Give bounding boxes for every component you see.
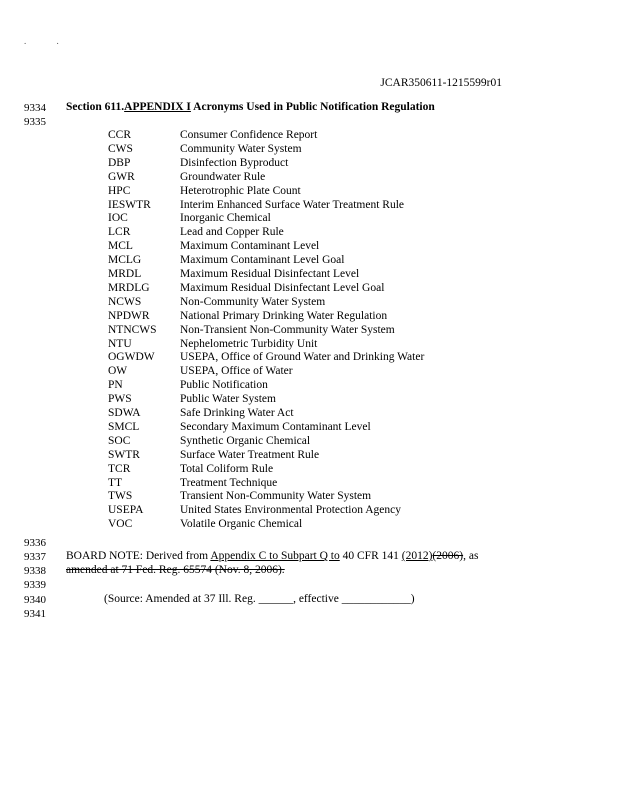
acronym-definition: Public Notification <box>180 379 268 392</box>
acronym-abbr: VOC <box>108 518 133 531</box>
acronym-abbr: NPDWR <box>108 309 150 322</box>
board-note <box>66 550 478 562</box>
acronym-abbr: MRDLG <box>108 281 150 294</box>
deleted-text: amended at 71 Fed. Reg. 65574 (Nov. 8, 2006). <box>66 564 285 576</box>
acronym-definition: Disinfection Byproduct <box>180 156 289 169</box>
acronym-abbr: TCR <box>108 462 131 475</box>
inserted-text: Appendix C to Subpart Q to <box>210 550 340 562</box>
acronym-abbr: MCL <box>108 240 133 253</box>
acronym-abbr: SWTR <box>108 448 140 461</box>
acronym-abbr: CCR <box>108 129 132 141</box>
acronym-definition: Inorganic Chemical <box>180 212 271 225</box>
acronym-definition: Consumer Confidence Report <box>180 129 318 141</box>
acronym-abbr: LCR <box>108 226 131 239</box>
acronym-abbr: HPC <box>108 184 131 197</box>
acronym-definition: Volatile Organic Chemical <box>180 518 303 531</box>
board-note-mid: 40 CFR 141 <box>339 550 402 562</box>
board-note-lead: BOARD NOTE: Derived from <box>66 550 211 562</box>
scan-marks: . . <box>24 36 73 46</box>
acronym-definition: National Primary Drinking Water Regulation <box>180 309 388 322</box>
acronym-abbr: NTNCWS <box>108 323 157 336</box>
acronym-definition: Interim Enhanced Surface Water Treatment Rule <box>180 198 404 211</box>
acronym-abbr: OGWDW <box>108 351 155 364</box>
section-number: Section 611. <box>66 101 125 113</box>
appendix-name: Acronyms Used in Public Notification Regulation <box>193 101 435 113</box>
acronym-abbr: PWS <box>108 393 132 406</box>
acronym-definition: Treatment Technique <box>180 476 278 489</box>
acronym-abbr: NCWS <box>108 295 142 308</box>
line-number: 9340 <box>24 594 46 606</box>
acronym-abbr: SOC <box>108 434 131 447</box>
acronym-abbr: PN <box>108 379 123 392</box>
line-number: 9334 <box>24 102 46 114</box>
acronym-definition: Transient Non-Community Water System <box>180 490 372 503</box>
inserted-text: (2012) <box>401 550 433 562</box>
acronym-abbr: IESWTR <box>108 198 151 211</box>
acronym-abbr: NTU <box>108 337 132 350</box>
appendix-label: APPENDIX I <box>124 101 191 113</box>
source-note: (Source: Amended at 37 Ill. Reg. ______, effective ____________) <box>104 593 415 605</box>
acronym-definition: Maximum Contaminant Level <box>180 240 320 253</box>
line-number: 9335 <box>24 116 46 128</box>
acronym-definition: Groundwater Rule <box>180 170 266 183</box>
acronym-definition: Non-Community Water System <box>180 295 326 308</box>
document-id: JCAR350611-1215599r01 <box>380 77 502 89</box>
line-number: 9337 <box>24 551 46 563</box>
board-note-tail: , as <box>463 550 479 562</box>
acronym-abbr: MRDL <box>108 268 142 280</box>
acronym-definition: Total Coliform Rule <box>180 462 274 475</box>
acronym-definition: Heterotrophic Plate Count <box>180 184 301 197</box>
acronym-definition: Surface Water Treatment Rule <box>180 448 320 461</box>
acronym-abbr: CWS <box>108 142 133 155</box>
acronym-definition: Safe Drinking Water Act <box>180 407 294 419</box>
line-number: 9339 <box>24 579 46 591</box>
acronym-abbr: TWS <box>108 490 133 503</box>
acronym-definition: Maximum Residual Disinfectant Level Goal <box>180 281 385 294</box>
deleted-text: (2006) <box>432 550 464 562</box>
acronym-definition: Synthetic Organic Chemical <box>180 434 311 447</box>
acronym-abbr: IOC <box>108 212 128 225</box>
acronym-abbr: MCLG <box>108 254 142 267</box>
acronym-definition: Secondary Maximum Contaminant Level <box>180 420 371 433</box>
acronym-definition: Public Water System <box>180 393 276 406</box>
acronym-definition: USEPA, Office of Water <box>180 365 293 378</box>
acronym-definition: USEPA, Office of Ground Water and Drinking Water <box>180 351 425 364</box>
line-number: 9338 <box>24 565 46 577</box>
acronym-abbr: GWR <box>108 170 135 183</box>
acronym-abbr: TT <box>108 476 123 489</box>
acronym-definition: Non-Transient Non-Community Water System <box>180 323 395 336</box>
line-number: 9336 <box>24 537 46 549</box>
acronym-definition: Nephelometric Turbidity Unit <box>180 337 318 350</box>
acronym-abbr: DBP <box>108 156 131 169</box>
acronym-abbr: SMCL <box>108 420 140 433</box>
acronym-definition: Lead and Copper Rule <box>180 226 284 239</box>
acronym-abbr: USEPA <box>108 504 144 517</box>
acronym-definition: Maximum Residual Disinfectant Level <box>180 268 360 280</box>
acronym-definition: United States Environmental Protection Agency <box>180 504 402 517</box>
acronym-abbr: OW <box>108 365 128 378</box>
acronym-definition: Community Water System <box>180 142 302 155</box>
line-number: 9341 <box>24 608 46 620</box>
section-title <box>66 101 435 113</box>
acronym-definition: Maximum Contaminant Level Goal <box>180 254 345 267</box>
acronym-abbr: SDWA <box>108 407 141 419</box>
